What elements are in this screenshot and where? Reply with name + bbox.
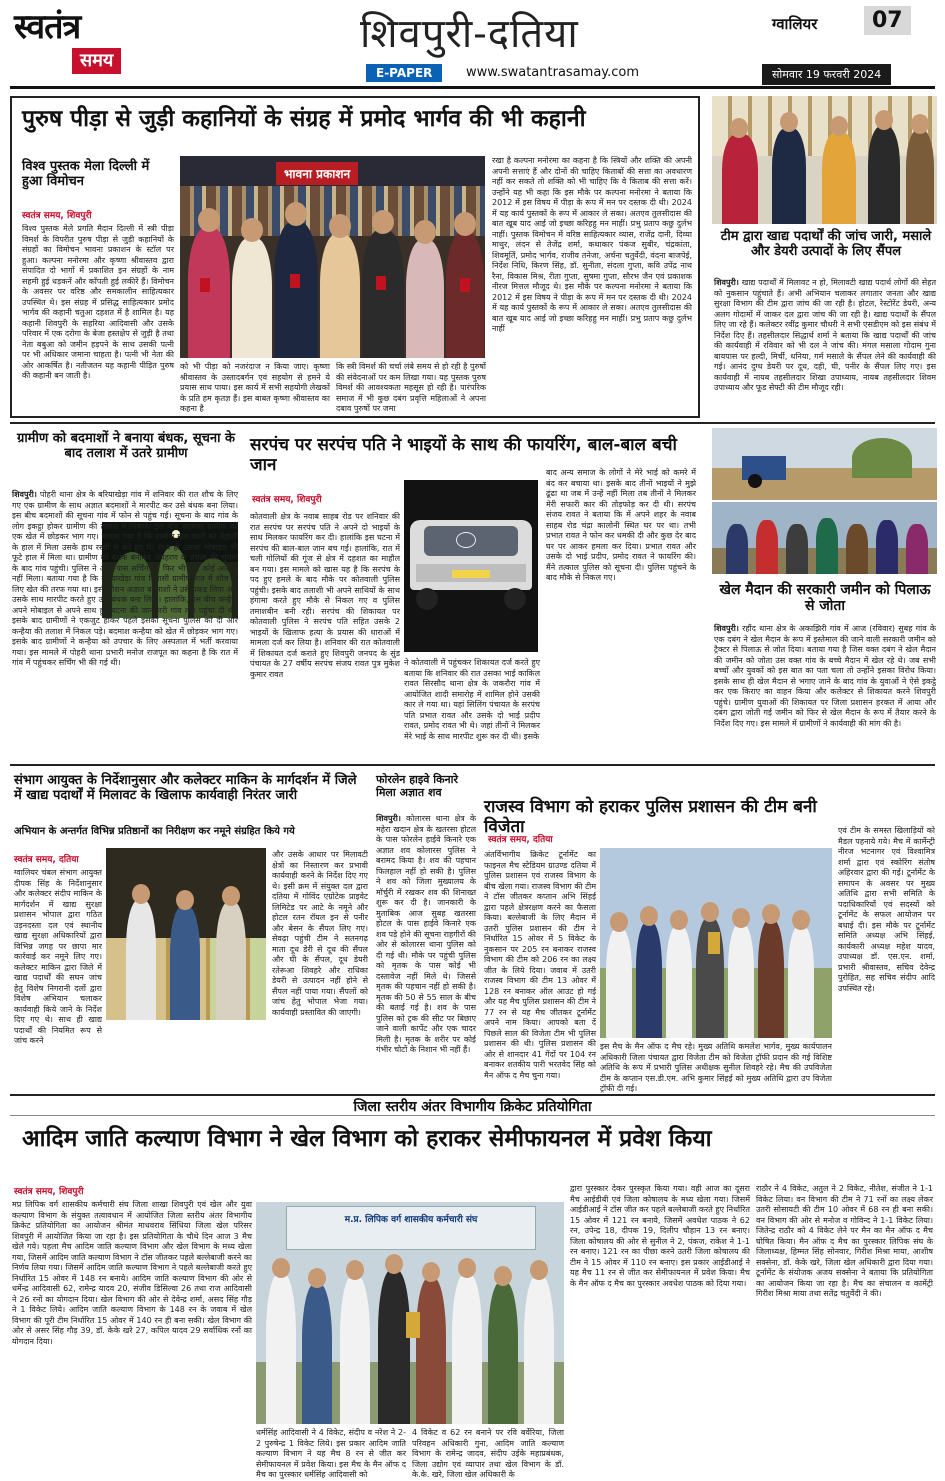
story-body-col3: कि स्त्री विमर्श की चर्चा लंबे समय से हो रही है पुरुषों की संवेदनाओं पर कम लिखा गया। यह पुस्तक पुरुष विमर्श की आवश्यकता महसूस हो रही है। पारंपरिक समाज में भी कुछ दबंग प्रवृत्ति महिलाओं ने अपना दबाव पुरुषों पर जमा [336, 362, 486, 413]
story-villager-hostage [10, 428, 240, 760]
story-byline: स्वतंत्र समय, दतिया [488, 835, 553, 845]
story-body-col2: और उसके आधार पर मिलावटी क्षेत्रों का निस्तारण कर प्रभावी कार्यवाही करने के निर्देश दिए गए थे। इसी क्रम में संयुक्त दल द्वारा दतिया में गोविंद एग्रोटेक प्राइवेट लिमिटेड पर आटे के नमूने और होटल रतन रॉयल इन से पनीर और बेसन के सैंपल लिए गए। सेवढ़ा पहुंची टीम ने सतनगढ़ माता दूध डेरी से दूध की सैंपल और घी के सैंपल, दूध डेयरी रतेरूआ शिवहरे और राधिका डेयरी से उत्पादन नहीं होने से सैंपल नहीं पाया गया। सैंपलों को जांच हेतु भोपाल भेजा गया। कार्यवाही प्रस्तावित की जाएगी। [272, 850, 368, 1017]
story-body [376, 814, 476, 1084]
story-body: मप्र लिपिक वर्ग शासकीय कर्मचारी संघ जिला शाखा शिवपुरी एवं खेल और युवा कल्याण विभाग के संयुक्त तत्वावधान में आयोजित जिला स्तरीय अंतर विभागीय क्रिकेट प्रतियोगिता का आयोजन श्रीमंत माधवराव सिंधिया जिला खेल परिसर शिवपुरी में आयोजित किया जा रहा है। इस प्रतियोगिता के चौथे दिन आज 3 मैच खेले गये। पहला मैच आदिम जाति कल्याण विभाग और खेल विभाग के मध्य खेला गया, जिसमें आदिम जाति कल्याण विभाग ने टॉस जीतकर पहले बल्लेबाजी करने का निर्णय लिया गया। जिसमें आदिम जाति कल्याण विभाग ने पहले बल्लेबाजी करते हुए निर्धारित 15 ओवर में 148 रन बनाये। आदिम जाति कल्याण विभाग की ओर से धर्मेन्द्र आदिवासी 62, रामेन्द्र यादव 20, संजीव डिसिल्वा 26 तथा राज आदिवासी ने 26 रनों का योगदान दिया। खेल विभाग की ओर से देवेन्द्र शर्मा, असद सिंह गौड़ ने 1 विकेट लिये। आदिम जाति कल्याण विभाग के 148 रन के जवाब में खेल विभाग की पूरी टीम निर्धारित 15 ओवर में 140 रन ही बना सकी। खेल विभाग की ओर से असर सिंह गौड़ 39, डॉ. केके खरे 27, कपिल यादव 29 सर्वाधिक रनों का योगदान दिया। [12, 1200, 252, 1346]
story-body-col3: 4 विकेट व 62 रन बनाने पर रवि बर्वेरिया, जिला परिवहन अधिकारी गुना, आदिम जाति कल्याण विभाग के रामेन्द्र जादव, संदीप उईके महाप्रबंधक, जिला उद्योग एवं व्यापार तथा खेल विभाग के डॉ. के.के. खरे, जिला खेल अधिकारी के [412, 1428, 564, 1479]
story-text: पोहरी थाना क्षेत्र के बरियाखेड़ा गांव में शनिवार की रात शौच के लिए गए एक ग्रामीण के साथ अज्ञात बदमाशों ने मारपीट कर उसे बंधक बना लिया। इस बीच बदमाशों की सूचना गांव में फोन से पहुंच गई। सूचना के बाद गांव के लोग इकट्ठा होकर ग्रामीण की तलाश में निकले। इस बीच बदमाश ग्रामीण को एक खेत में छोड़कर भाग गए। बताया गया है कि ग्रामीण गांव वालों को बेहोशी के हाल में मिला उसके हाथ रस्सी से बंधे हुए थे। साथ ही उसका मोबाइल भी फूटे हाल में मिला था। ग्रामीण को बंधक बनाकर अपहरण के प्रयास की सूचना के बाद गांव पहुंची। पुलिस ने आस-पास सर्चिंग की फिर भी उन्हें कोई आरोपी नहीं मिला। बताया गया है कि बरियाखेड़ा गांव निवासी ग्रामीण रात में शौच के लिए खेत की तरफ गया था। इसी दौरान अज्ञात बदमाशों ने उसे पकड़ लिया और उसके साथ मारपीट करते हुए उसे बंधक बना लिया। हालांकि, इस बीच कन्हैया अपने मोबाइल से अपने साथ हुई घटना की जानकारी गांव तक पहुंचा दी थी। इसके बाद ग्रामीणों ने एकजुट होकर पहले इसकी सूचना पुलिस को दी और कन्हैया की तलाश में निकल पड़े। बदमाश कन्हैया को खेत में छोड़कर भाग गए। इसके बाद ग्रामीणों ने कन्हैया को उपचार के लिए अस्पताल में भर्ती करवाया गया। इस मामले में पोहरी थाना प्रभारी मनोज राजपूत का कहना है कि रात में गांव में पहुंचकर सर्चिंग भी की गई थी। [12, 490, 239, 667]
story-subhead: अभियान के अन्तर्गत विभिन्न प्रतिष्ठानों का निरीक्षण कर नमूने संग्रहित किये गये [14, 826, 295, 837]
section-divider [10, 422, 935, 424]
story-body: ग्वालियर चंबल संभाग आयुक्त दीपक सिंह के निर्देशानुसार और कलेक्टर संदीप माकिन के मार्गदर्शन में खाद्य सुरक्षा प्रशासन भोपाल द्वारा गठित उड़नदस्ता दल एवं स्थानीय खाद्य सुरक्षा अधिकारियों द्वारा विभिन्न जगह पर छापा मार कार्रवाई कर नमूने लिए गए। कलेक्टर माकिन द्वारा जिले में खाद्य पदार्थों की सघन जांच हेतु विशेष निगरानी दलों द्वारा विशेष अभियान चलाकर कार्यवाही किये जाने के निर्देश दिए गए थे। साथ ही खाद्य पदार्थों की नियमित रूप से जांच करने [14, 868, 102, 1045]
story-text: खाद्य पदार्थों में मिलावट न हो, मिलावटी खाद्य पदार्थ लोगों की सेहत को नुकसान पहुंचाते हैं। अभी अभियान चलाकर लगातार जनता और खाद्य सुरक्षा विभाग की टीम द्वारा जांच की जा रही है। होटल, रेस्टोरेंट डेयरी, अन्य अलग गोदामों में जाकर दल द्वारा जांच की जा रही है। खाद्य पदार्थों के सैंपल लिए जा रहे हैं। कलेक्टर रवींद्र कुमार चौधरी ने सभी एसडीएम को इस संबंध में निर्देश दिए हैं। तहसीलदार सिद्धार्थ शर्मा ने बताया कि खाद्य पदार्थों की जांच की कार्यवाही में रविवार को भी दल ने जांच की। मंगल मसाला गोदाम गुना बायपास पर हल्दी, मिर्ची, धनिया, गर्म मसाले के सैंपल लेने की कार्यवाही की गई। आनंद दुग्ध डेयरी पर दूध, दही, घी, पनीर के सैंपल लिए गए। इस कार्यवाही में नायब तहसीलदार शिखा उपाध्याय, नायब तहसीलदार शिवम उपाध्याय और फूड सेफ्टी की टीम मौजूद रही। [714, 278, 936, 392]
date-label: सोमवार 19 फरवरी 2024 [762, 64, 891, 85]
story-byline: स्वतंत्र समय, दतिया [14, 855, 79, 865]
story-text: कोलारस थाना क्षेत्र के महेरा खदान क्षेत्र के खतरसा होटल के पास फोरलेन हाईवे किनारे एक अज्ञात शव कोलारस पुलिस ने बरामद किया है। शव की पहचान फिलहाल नहीं हो सकी है। पुलिस ने शव को जिला मुख्यालय के मॉर्चुरी में रखकर शव की शिनाख्त शुरू कर दी है। जानकारी के मुताबिक आज सुबह खतरसा होटल के पास हाईवे किनारे एक शव पड़े होने की सूचना राहगीरों की ओर से कोलारस थाना पुलिस को दी गई थी। मौके पर पहुंची पुलिस को मृतक के पास कोई भी दस्तावेज नहीं मिले थे। जिससे मृतक की पहचान नहीं हो सकी है। मृतक की 50 से 55 साल के बीच की बताई गई है। शव के पास पुलिस को ट्रक की सीट पर बिछाए जाने वाली कार्पेट और एक चादर मिली है। मृतक के शरीर पर कोई गंभीर चोटों के निशान भी नहीं हैं। [376, 814, 477, 1054]
story-headline: टीम द्वारा खाद्य पदार्थों की जांच जारी, मसाले और डेयरी उत्पादों के लिए सैंपल [720, 229, 932, 259]
website-link[interactable]: www.swatantrasamay.com [466, 65, 640, 80]
story-body [714, 624, 936, 756]
cricket-team-photo [600, 848, 832, 1038]
page-number: 07 [864, 6, 911, 35]
epaper-badge: E-PAPER [366, 64, 442, 82]
story-dateline: शिवपुरी। [714, 278, 739, 287]
story-headline: संभाग आयुक्त के निर्देशानुसार और कलेक्टर माकिन के मार्गदर्शन में जिले में खाद्य पदार्थों में मिलावट के खिलाफ कार्यवाही निरंतर जारी [14, 773, 357, 803]
section-divider [10, 764, 935, 766]
logo-line1: स्वतंत्र [14, 7, 81, 47]
story-body-col2: को भी पीड़ा को नजरंदाज न किया जाए। कृष्णा श्रीवास्तव के उस्तादबर्गन एवं सहयोग से हमने ये प्रयास साथ पाया। इस कार्य में सभी सहयोगी लेखकों के प्रति हम कृतज्ञ हैं। इस बाबत कृष्णा श्रीवास्तव का कहना है [180, 362, 330, 413]
section-banner [10, 1094, 935, 1116]
story-unknown-body [376, 770, 476, 1088]
food-inspection-photo [106, 848, 266, 1020]
story-body-col4: रखा है कल्पना मनोरमा का कहना है कि स्त्रियों और शक्ति की अपनी अपनी सत्ताएं हैं और दोनों की चाहिए किताबों की सत्ता का अवधारण नहीं कर सकते तो शक्ति को भी चाहिए कि वे किताब की सत्ता करें। उन्होंने यह भी कहा कि इस मौके पर कल्पना मनोरमा ने बताया कि 2012 में इस विषय में पीड़ा के रूप में मन पर दस्तक दी थी। 2024 में यह कार्य पुस्तकों के रूप में आकार ले सका। अतएव तुलसीदास की बात खूब याद आई जो इच्छा करिहहु मन माहीं। प्रभु प्रताप कछु दुर्लभ नाहीं। पुस्तक विमोचन में वरिष्ठ साहित्यकार व्यास, राजेंद्र दानी, दिव्या माथुर, लंदन से तेजेंद्र शर्मा, कथाकार पंकज सुबीर, चंद्रकांता, शिवमूर्ति, प्रमोद भार्गव, राजीव तनेजा, अर्चना चतुर्वेदी, वंदना बाजपेई, निर्देश निधि, किरण सिंह, डॉ. सुनीता, संदला गुप्ता, कवि उपेंद्र नाथ रैना, विकास मिश्र, रीता गुप्ता, सुषमा गुप्ता, सौरभ जैन एवं प्रकाशक नीरज मित्तल मौजूद थे। इस मौके पर कल्पना मनोरमा ने बताया कि 2012 में इस विषय ने पीड़ा के रूप में मन पर दस्तक दी थी। 2024 में यह कार्य पुस्तकों के रूप में आकार ले सका। अतएव तुलसीदास की बात खूब याद आई जो इच्छा करिहहु मन माहीं। प्रभु प्रताप कछु दुर्लभ नाहीं [492, 156, 692, 333]
story-headline: सरपंच पर सरपंच पति ने भाइयों के साथ की फायरिंग, बाल-बाल बची जान [250, 435, 677, 475]
story-food-sampling [712, 96, 937, 418]
logo-line2: समय [72, 48, 121, 74]
publisher-banner: भावना प्रकाशन [276, 162, 358, 185]
book-launch-photo [180, 156, 485, 358]
story-dateline: शिवपुरी। [714, 624, 739, 633]
section-banner-text: जिला स्तरीय अंतर विभागीय क्रिकेट प्रतियोगिता [353, 1099, 592, 1115]
cricket-award-photo [256, 1202, 564, 1424]
story-body: अंतर्विभागीय क्रिकेट टूर्नामेंट का फाइनल मैच स्टेडियम ग्राउण्ड दतिया में पुलिस प्रशासन एवं राजस्व विभाग के बीच खेला गया। राजस्व विभाग की टीम ने टॉस जीतकर कप्तान अभि सिंहई द्वारा पहले क्षेत्ररक्षण करने का फैसला किया। बल्लेबाजी के लिए मैदान में उतरी पुलिस प्रशासन की टीम ने निर्धारित 15 ओवर में 5 विकेट के नुकसान पर 205 रन बनाकर राजस्व विभाग की टीम को 206 रन का लक्ष्य जीत के लिये दिया। जवाब में उतरी राजस्व विभाग की टीम 13 ओवर में 128 रन बनाकर ऑल आउट हो गई और यह मैच पुलिस प्रशासन की टीम ने 77 रन से यह मैच जीतकर टूर्नामेंट अपने नाम किया। आपको बता दें पिछले साल की विजेता टीम भी पुलिस प्रशासन की थी। पुलिस प्रशासन की ओर से शानदार 41 गेंदों पर 104 रन बनाकर शतकीय पारी भरतवेद सिंह को मैन ऑफ द मैच चुना गया। [484, 850, 596, 1080]
story-dateline: शिवपुरी। [12, 490, 37, 499]
story-headline: फोरलेन हाइवे किनारे मिला अज्ञात शव [376, 773, 459, 799]
story-text: रहौंद थाना क्षेत्र के अकाझिरी गांव में आज (रविवार) सुबह गांव के एक दबंग ने खेल मैदान के रूप में इस्तेमाल की जाने वाली सरकारी जमीन को ट्रैक्टर से पिलाऊ से जोत दिया। बताया गया है जिस वक्त दबंग ने खेल मैदान की जमीन को जोता उस वक्त गांव के बच्चे मैदान में खेल रहे थे। जब सभी बच्चों और युवकों को इस बात का पता चला तो उन्होंने इसका विरोध किया। इसके साथ ही खेल मैदान से भगाए जाने के बाद गांव के युवाओं ने ऐसे इकट्ठे कर एक किराए का वाहन किया और कलेक्टर से शिकायत करने शिवपुरी पहुंचे। ग्रामीण युवाओं की शिकायत पर जिला प्रशासन हरकत में आया और दबंग द्वारा जोती गई जमीन को फिर से खेल मैदान के रूप में तैयार करने के निर्देश दिए गए। इस मामले में ग्रामीणों ने कार्यवाही की मांग की है। [714, 624, 937, 728]
city-label: ग्वालियर [772, 15, 818, 33]
story-byline: स्वतंत्र समय, शिवपुरी [252, 495, 322, 505]
story-sarpanch-firing [246, 428, 700, 760]
story-body [714, 278, 936, 414]
story-headline: आदिम जाति कल्याण विभाग ने खेल विभाग को हराकर सेमीफायनल में प्रवेश किया [22, 1126, 712, 1152]
story-headline: ग्रामीण को बदमाशों ने बनाया बंधक, सूचना के बाद तलाश में उतरे ग्रामीण [16, 431, 236, 461]
story-police-cricket-win [482, 770, 937, 1093]
playground-photo [712, 428, 937, 500]
story-book-launch [10, 96, 700, 418]
story-body [12, 490, 238, 756]
story-body: कोतवाली क्षेत्र के नवाब साहब रोड पर शनिवार की रात सरपंच पर सरपंच पति ने अपने दो भाइयों के साथ मिलकर फायरिंग कर दी। हालांकि इस घटना में सरपंच की बाल-बाल जान बच गई। हालांकि, रात में चली गोलियों की गूंज से क्षेत्र में दहशत का माहौल बन गया। इस मामले को खास यह है कि सरपंच के पद हुए हमले के बाद मौके पर कोतवाली पुलिस पहुंची। इसके बाद तलाशी भी अपने साथियों के साथ हंगामा करते हुए मौके से निकल गए व पुलिस तमाशबीन बनी रही। सरपंच की शिकायत पर कोतवाली पुलिस ने सरपंच पति सहित उसके 2 भाइयों के खिलाफ हत्या के प्रयास की धाराओं में मामला दर्ज कर लिया है। शनिवार की रात कोतवाली में शिकायत दर्ज कराते हुए शिवपुरी जनपद के सुंड पंचायत के 27 वर्षीय सरपंच संजय रावत पुत्र मुकेश कुमार रावत [250, 512, 400, 679]
story-subhead: विश्व पुस्तक मेला दिल्ली में हुआ विमोचन [22, 159, 150, 189]
story-byline: स्वतंत्र समय, शिवपुरी [22, 211, 92, 221]
story-body-col2: ने कोतवाली में पहुंचकर शिकायत दर्ज करते हुए बताया कि शनिवार की रात उसका भाई काकिल रावत सिरसौद थाना क्षेत्र के जकरौरा गांव में आयोजित शादी समारोह में शामिल होने उसकी कार ले गया था। यहां सिलिंग पंचायत के सरपंच पति प्रभात रावत और उसके दो भाई प्रदीप रावत, प्रमोद रावत भी थे। जहां तीनों ने मिलकर मेरे भाई के साथ मारपीट शुरू कर दी थी। इसके [404, 658, 540, 741]
story-byline: स्वतंत्र समय, शिवपुरी [14, 1187, 84, 1197]
story-body-col4: द्वारा पुरस्कार देकर पुरस्कृत किया गया। वही आज का दूसरा मैच आईडीबी एवं जिला कोषालय के मध्य खेला गया। जिसमें आईडीआई ने टॉस जीत कर पहले बल्लेबाजी करते हुए निर्धारित 15 ओवर में 121 रन बनाये, जिसमें अवधेश पाठक ने 62 रन, उपेन्द्र 18, दीपक 19, दिलीप चौहान 13 रन बनाए। जिला कोषालय की ओर से सुनील ने 2, पंकज, राकेश ने 1-1 रन बनाए। 121 रन का पीछा करने उतरी जिला कोषालय की टीम ने 15 ओवर में 110 रन बनाए। इस प्रकार आईडीआई ने यह मैच 11 रन से जीत कर सेमीफायनल में प्रवेश किया। मैच के मैन ऑफ द मैच का पुरस्कार अवधेश पाठक को दिया गया। [570, 1184, 750, 1288]
story-adulteration-drive [10, 770, 370, 1088]
food-sampling-photo [712, 96, 937, 224]
newspaper-logo[interactable] [14, 8, 174, 80]
story-body-col3: एवं टीम के समस्त खिलाड़ियों को मैडल पहनाये गये। मैच में कार्मेन्ट्री नीरज भटनागर एवं विश्वामित्र शर्मा द्वारा एवं स्कोरिंग संतोष अहिरवार द्वारा की गई। टूर्नामेंट के समापन के अवसर पर मुख्य अतिथि द्वारा सभी समिति के पदाधिकारियों एवं सदस्यों को टूर्नामेंट के सफल आयोजन पर बधाई दी। इस मौके पर टूर्नामेंट समिति अध्यक्ष अभि सिंहई, कार्यकारी अध्यक्ष महेश यादव, उपाध्यक्ष डॉ. एस.एन. शर्मा, प्रभारी श्रीवास्तव, सचिव देवेन्द्र पुरोहित, सह सचिव संदीप आदि उपस्थित रहे। [838, 826, 935, 993]
edition-title: शिवपुरी-दतिया [360, 11, 579, 57]
story-headline: राजस्व विभाग को हराकर पुलिस प्रशासन की टीम बनी विजेता [484, 797, 817, 837]
story-dateline: शिवपुरी। [376, 814, 401, 823]
event-banner-text: म.प्र. लिपिक वर्ग शासकीय कर्मचारी संघ [344, 1215, 478, 1225]
masthead-divider [10, 86, 935, 89]
story-headline: खेल मैदान की सरकारी जमीन को पिलाऊ से जोता [719, 582, 931, 615]
story-body-col2: धर्मसिंह आदिवासी ने 4 विकेट, संदीप व नरेश ने 2-2 पुरुषेन्द्र 1 विकेट लिये। इस प्रकार आदिम जाति कल्याण विभाग ने यह मैच 8 रन से जीत कर सेमीफायनल में प्रवेश किया। इस मैच के मैन ऑफ द मैच का पुरस्कार धर्मसिंह आदिवासी को [256, 1428, 406, 1479]
story-body-col3: बाद अन्य समाज के लोगों ने मेरे भाई को कमरे में बंद कर बचाया था। इसके बाद तीनों भाइयों ने मुझे ढूंढा था जब में उन्हें नहीं मिला तब तीनों ने मिलकर मेरी सफारी कार की तोड़फोड़ कर दी थी। सरपंच संजय रावत ने बताया कि में अपने शहर के नवाब साहब रोड चंद्रा कालोनी स्थित घर पर था। तभी प्रभात रावत ने फोन कर धमकी दी और कुछ देर बाद घर पर आकर हमला कर दिया। प्रभात रावत और उसके दो भाई प्रदीप, प्रमोद रावत ने फायरिंग की। मैंने तत्काल पुलिस को सूचना दी। पुलिस पहुंचने के बाद मौके से निकल गए। [546, 468, 696, 582]
story-tribal-welfare-cricket [10, 1120, 935, 1479]
story-body-col5: राठौर ने 4 विकेट, अतुल ने 2 विकेट, नीतेश, संजीत ने 1-1 विकेट लिया। वन विभाग की टीम ने 71 रनों का लक्ष्य लेकर उतरी सोसायटी की टीम 10 ओवर में 68 रन ही बना सकी। वन विभाग की ओर से मनोज व गोविन्द ने 1-1 विकेट लिया। जितेन्द्र राठौर को 4 विकेट लेने पर मैन का मैन ऑफ द मैच घोषित किया। मैन ऑफ द मैच का पुरस्कार लिपिक संघ के जिलाध्यक्ष, हिम्मत सिंह सोनवार, गिरीश मिश्रा माया, आशीष सक्सेना, डॉ. केके खरे, जिला खेल अधिकारी द्वारा दिया गया। टूर्नामेंट के संयोजक अजय सक्सेना ने बताया कि प्रतियोगिता का आयोजन किया जा रहा है। मैच का संचालन व कामेंट्री गिरीश मिश्रा माया तथा सतेंद्र चतुर्वेदी ने की। [756, 1184, 933, 1298]
story-headline: पुरुष पीड़ा से जुड़ी कहानियों के संग्रह में प्रमोद भार्गव की भी कहानी [22, 106, 586, 132]
masthead [0, 0, 945, 88]
story-body-col2: इस मैच के मैन ऑफ द मैच रहे। मुख्य अतिथि कमलेश भार्गव, मुख्य कार्यपालन अधिकारी जिला पंचायत द्वारा विजेता टीम को विजेता ट्रॉफी प्रदान की गई विशिष्ट अतिथि के रूप में प्रभारी पुलिस अधीक्षक सुनील शिवहरे रहे। मैच की उपविजेता टीम के कप्तान एस.डी.एम. अभि कुमार सिंहई को मुख्य अतिथि द्वारा उप विजेता ट्रॉफी दी गई। [600, 1042, 832, 1093]
story-playground-land [712, 428, 937, 760]
story-body: विश्व पुस्तक मेले प्रगति मैदान दिल्ली में स्त्री पीड़ा विमर्श के विपरीत पुरुष पीड़ा से जुड़ी कहानियों के संग्रहों का विमोचन भावना प्रकाशन के स्टॉल पर हुआ। कल्पना मनोरमा और कृष्णा श्रीवास्तव द्वारा संपादित दो भागों में प्रकाशित इन संग्रहों के नाम सहमी हुई धड़कनें और काँपती हुई लकीरें हैं। विमोचन के अवसर पर वरिष्ठ और समकालीन साहित्यकार उपस्थित थे। इस संग्रह में प्रसिद्ध साहित्यकार प्रमोद भार्गव की कहानी चतुआ दहशत में है शामिल है। यह कहानी शिवपुरी के सहरिया आदिवासी और उसके परिवार में एक दरोगा के बेजा हस्तक्षेप से जुड़ी है तथा नेता बबुआ को जमीन हड़पने के साथ उसकी पत्नी पर भी अधिकार जमाना चाहता है। पत्नी भी नेता की ओर आकर्षित है। नतीजतन यह कहानी पीड़ित पुरुष की कहानी बन जाती है। [22, 224, 174, 380]
damaged-car-photo [404, 480, 538, 652]
youth-group-photo [712, 502, 937, 574]
